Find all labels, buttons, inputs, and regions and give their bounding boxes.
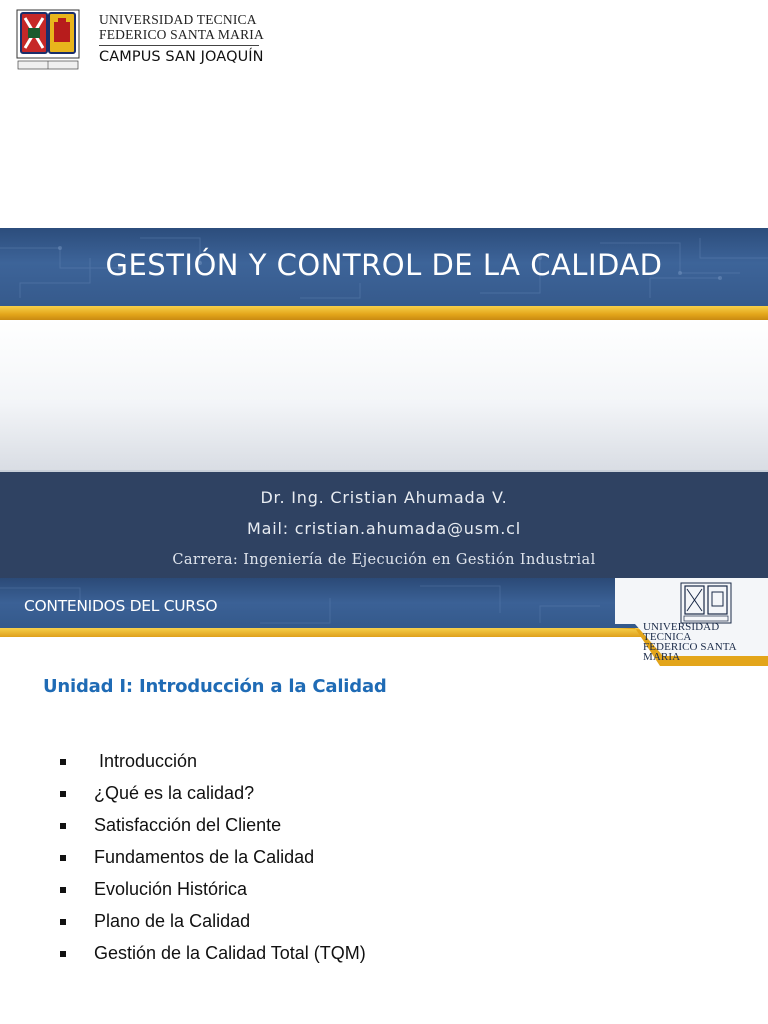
campus-name: CAMPUS SAN JOAQUÍN xyxy=(99,49,264,65)
bullet-square-icon xyxy=(60,919,66,925)
title-slide-body xyxy=(0,320,768,470)
unit-heading: Unidad I: Introducción a la Calidad xyxy=(43,676,387,697)
list-item-label: Satisfacción del Cliente xyxy=(94,815,282,835)
brand-line2: FEDERICO SANTA MARIA xyxy=(643,641,737,663)
list-item-label: Evolución Histórica xyxy=(94,879,248,899)
bullet-square-icon xyxy=(60,823,66,829)
bullet-square-icon xyxy=(60,791,66,797)
bullet-square-icon xyxy=(60,855,66,861)
author-name: Dr. Ing. Cristian Ahumada V. xyxy=(260,488,508,507)
slide-title: GESTIÓN Y CONTROL DE LA CALIDAD xyxy=(105,248,663,282)
title-slide xyxy=(0,228,768,578)
contents-slide xyxy=(0,578,768,1024)
list-item-label: Introducción xyxy=(99,751,198,771)
university-logo xyxy=(16,8,80,72)
brand-text xyxy=(643,622,768,662)
university-logo-small xyxy=(680,582,732,624)
author-email: Mail: cristian.ahumada@usm.cl xyxy=(247,519,521,538)
list-item-label: ¿Qué es la calidad? xyxy=(94,783,255,803)
bullet-square-icon xyxy=(60,951,66,957)
author-band xyxy=(0,470,768,578)
university-name-line2: FEDERICO SANTA MARIA xyxy=(99,27,264,42)
list-item-label: Plano de la Calidad xyxy=(94,911,251,931)
career-name: Carrera: Ingeniería de Ejecución en Gestión Industrial xyxy=(172,552,596,568)
list-item-label: Fundamentos de la Calidad xyxy=(94,847,315,867)
university-name-line1: UNIVERSIDAD TECNICA xyxy=(99,12,257,27)
contents-title: CONTENIDOS DEL CURSO xyxy=(24,597,218,615)
bullet-square-icon xyxy=(60,759,66,765)
list-item-label: Gestión de la Calidad Total (TQM) xyxy=(94,943,366,963)
brand-line1: UNIVERSIDAD TECNICA xyxy=(643,621,720,643)
bullet-square-icon xyxy=(60,887,66,893)
header-divider xyxy=(99,45,259,46)
title-band xyxy=(0,228,768,306)
university-name-block xyxy=(99,12,264,65)
gold-stripe xyxy=(0,306,768,320)
